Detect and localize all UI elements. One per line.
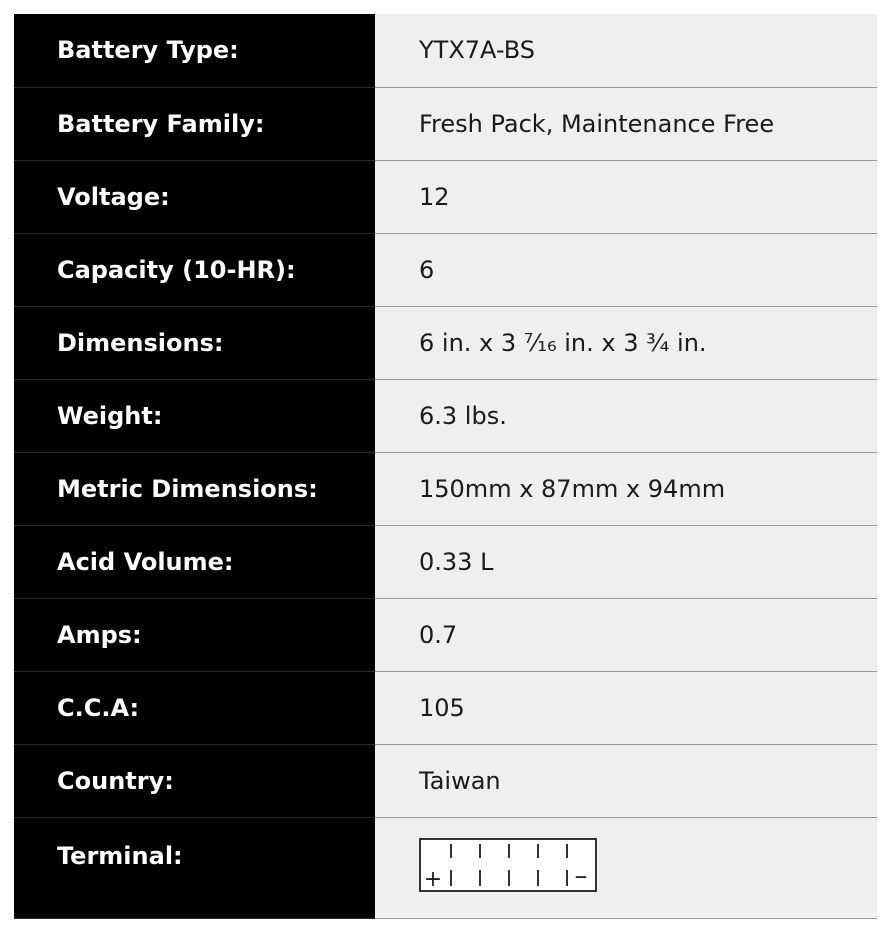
spec-value: 0.7 [375,598,877,671]
spec-label: Amps: [14,598,375,671]
spec-value: 12 [375,160,877,233]
positive-terminal-symbol: + [423,866,443,892]
spec-value: 105 [375,671,877,744]
spec-label: Acid Volume: [14,525,375,598]
spec-row-acid-volume [14,525,877,598]
spec-value: 6 in. x 3 ⁷⁄₁₆ in. x 3 ¾ in. [375,306,877,379]
spec-value: 6 [375,233,877,306]
spec-row-voltage [14,160,877,233]
spec-row-weight [14,379,877,452]
spec-label: C.C.A: [14,671,375,744]
spec-row-cca [14,671,877,744]
spec-value: 6.3 lbs. [375,379,877,452]
spec-row-terminal [14,817,877,918]
spec-row-battery-type [14,14,877,87]
terminal-diagram [419,838,597,892]
spec-value-terminal [375,817,877,918]
spec-row-battery-family [14,87,877,160]
spec-label: Terminal: [14,817,375,918]
spec-row-metric-dimensions [14,452,877,525]
negative-terminal-symbol: – [574,860,588,891]
spec-row-amps [14,598,877,671]
spec-label: Capacity (10-HR): [14,233,375,306]
spec-label: Battery Family: [14,87,375,160]
battery-spec-table [14,14,877,919]
spec-label: Dimensions: [14,306,375,379]
spec-value: Taiwan [375,744,877,817]
spec-value: YTX7A-BS [375,14,877,87]
spec-label: Country: [14,744,375,817]
spec-value: 150mm x 87mm x 94mm [375,452,877,525]
spec-row-country [14,744,877,817]
spec-label: Metric Dimensions: [14,452,375,525]
spec-value: 0.33 L [375,525,877,598]
battery-terminal-layout-icon [419,838,597,892]
spec-label: Weight: [14,379,375,452]
spec-row-capacity [14,233,877,306]
spec-label: Voltage: [14,160,375,233]
spec-value: Fresh Pack, Maintenance Free [375,87,877,160]
spec-row-dimensions [14,306,877,379]
spec-label: Battery Type: [14,14,375,87]
